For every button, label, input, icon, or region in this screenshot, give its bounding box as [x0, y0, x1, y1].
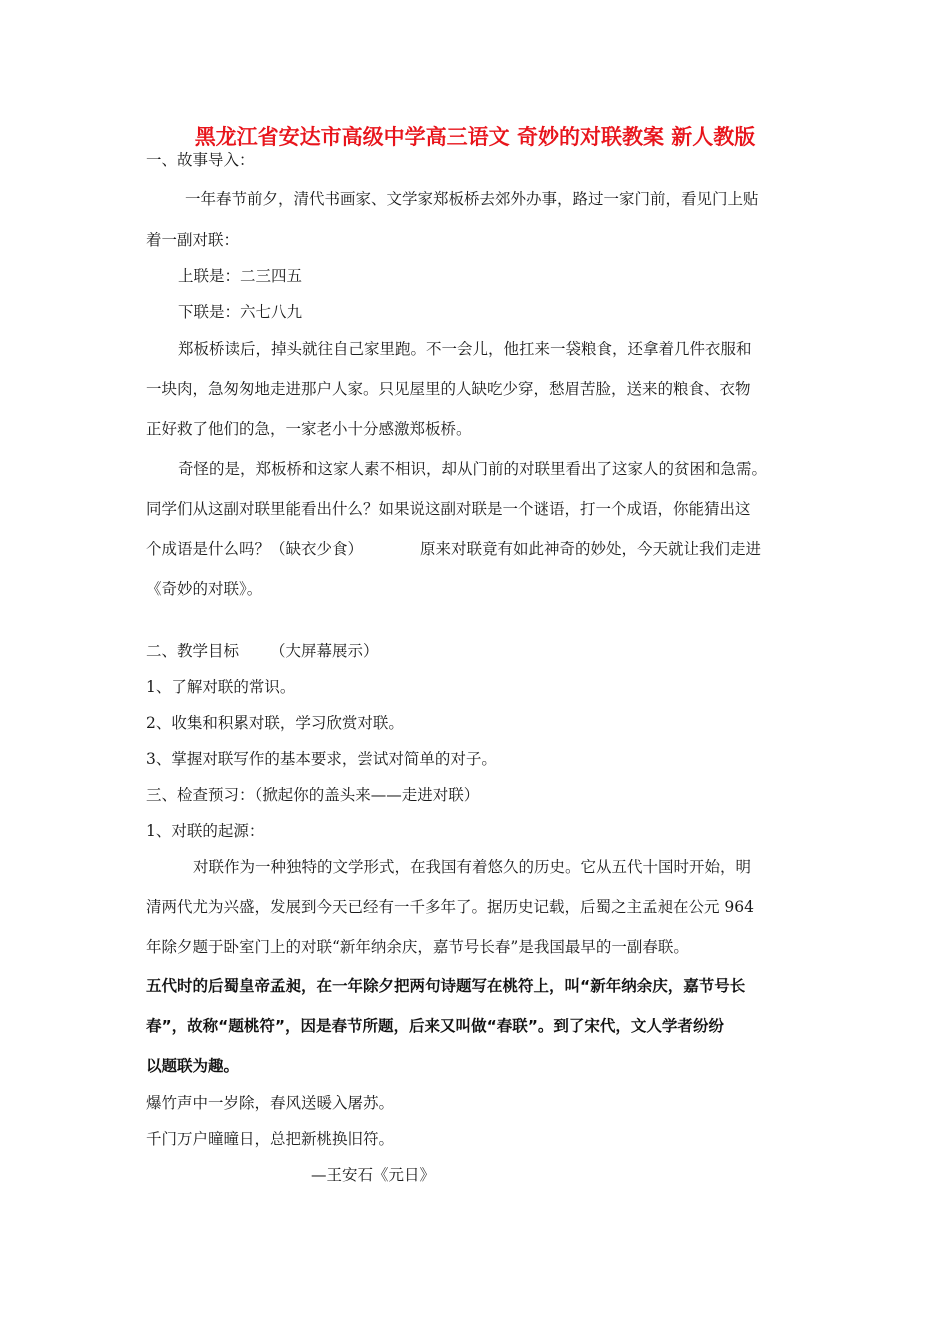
- poem-line: 千门万户曈曈日，总把新桃换旧符。: [146, 1130, 395, 1148]
- paragraph-line: 对联作为一种独特的文学形式，在我国有着悠久的历史。它从五代十国时开始，明: [193, 858, 752, 876]
- paragraph-line: 个成语是什么吗？（缺衣少食）: [146, 540, 364, 558]
- paragraph-line: 着一副对联：: [146, 231, 240, 249]
- section-note: （大屏幕展示）: [270, 642, 379, 660]
- paragraph-line: 郑板桥读后，掉头就往自己家里跑。不一会儿，他扛来一袋粮食，还拿着几件衣服和: [178, 340, 752, 358]
- poem-attribution: —王安石《元日》: [311, 1166, 436, 1184]
- bold-paragraph-line: 春”，故称“题桃符”，因是春节所题，后来又叫做“春联”。到了宋代，文人学者纷纷: [146, 1017, 724, 1035]
- goal-item: 1、了解对联的常识。: [146, 678, 296, 696]
- couplet-first-line: 上联是：二三四五: [178, 267, 303, 285]
- goal-item: 2、收集和积累对联，学习欣赏对联。: [146, 714, 404, 732]
- section-heading-preview: 三、检查预习：（掀起你的盖头来——走进对联）: [146, 786, 480, 804]
- paragraph-line: 奇怪的是，郑板桥和这家人素不相识，却从门前的对联里看出了这家人的贫困和急需。: [178, 460, 768, 478]
- document-title: 黑龙江省安达市高级中学高三语文 奇妙的对联教案 新人教版: [194, 125, 756, 149]
- section-heading-intro: 一、故事导入：: [146, 151, 255, 169]
- paragraph-line: 清两代尤为兴盛，发展到今天已经有一千多年了。据历史记载，后蜀之主孟昶在公元 964: [146, 898, 755, 916]
- couplet-second-line: 下联是：六七八九: [178, 303, 303, 321]
- bold-paragraph-line: 五代时的后蜀皇帝孟昶，在一年除夕把两句诗题写在桃符上，叫“新年纳余庆，嘉节号长: [146, 977, 746, 995]
- section-heading-goals: 二、教学目标: [146, 642, 240, 660]
- paragraph-line: 一年春节前夕，清代书画家、文学家郑板桥去郊外办事，路过一家门前，看见门上贴: [185, 190, 759, 208]
- paragraph-line: 年除夕题于卧室门上的对联“新年纳余庆，嘉节号长春”是我国最早的一副春联。: [146, 938, 689, 956]
- poem-line: 爆竹声中一岁除，春风送暖入屠苏。: [146, 1094, 395, 1112]
- paragraph-line: 一块肉，急匆匆地走进那户人家。只见屋里的人缺吃少穿，愁眉苦脸，送来的粮食、衣物: [146, 380, 751, 398]
- bold-paragraph-line: 以题联为趣。: [146, 1057, 240, 1075]
- paragraph-line: 同学们从这副对联里能看出什么？如果说这副对联是一个谜语，打一个成语，你能猜出这: [146, 500, 751, 518]
- subsection-heading: 1、对联的起源：: [146, 822, 265, 840]
- paragraph-line: 原来对联竟有如此神奇的妙处，今天就让我们走进: [420, 540, 762, 558]
- paragraph-line: 《奇妙的对联》。: [146, 580, 263, 598]
- paragraph-line: 正好救了他们的急，一家老小十分感激郑板桥。: [146, 420, 472, 438]
- goal-item: 3、掌握对联写作的基本要求，尝试对简单的对子。: [146, 750, 497, 768]
